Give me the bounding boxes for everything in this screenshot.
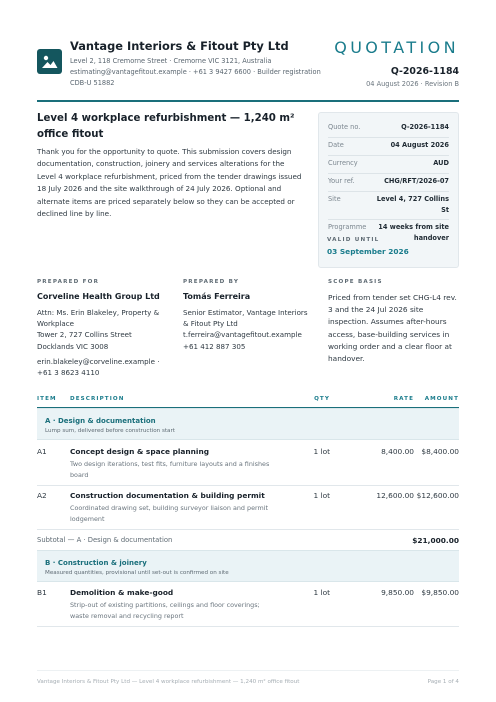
col-header-qty: QTY [314,396,330,402]
summary-row [328,194,449,216]
summary-divider [328,137,449,138]
item-description: Demolition & make-good [70,588,174,597]
col-header-item: ITEM [37,396,57,402]
contact-line: estimating@vantagefitout.example · +61 3 9427 6600 · Builder registration [70,68,321,77]
company-address [70,56,325,90]
estimator-details [183,307,323,352]
summary-value [377,194,449,216]
summary-value: 04 August 2026 [390,141,449,149]
item-description: Concept design & space planning [70,447,209,456]
address-line: Level 2, 118 Cremorne Street · Cremorne VIC 3121, Australia [70,57,272,65]
client-attn: Attn: Ms. Erin Blakeley, Property & [37,308,160,317]
header-divider [37,100,459,102]
estimator-role: Senior Estimator, Vantage Interiors [183,308,308,317]
subtotal-amount: $21,000.00 [412,536,459,545]
page-number: Page 1 of 4 [427,679,459,685]
prepared-for-label: PREPARED FOR [37,279,100,285]
item-amount: $9,850.00 [421,588,459,597]
summary-value-line: handover [413,234,449,242]
item-code: B1 [37,588,47,597]
summary-divider [328,219,449,220]
footer-text: Vantage Interiors & Fitout Pty Ltd — Level 4 workplace refurbishment — 1,240 m² office fitout [37,679,300,685]
item-detail: Strip-out of existing partitions, ceilings and floor coverings; waste removal and recycling report [70,601,260,620]
summary-label: Date [328,141,344,149]
section-title: A · Design & documentation [45,417,156,425]
summary-value: CHG/RFT/2026-07 [384,177,449,185]
summary-value: Q-2026-1184 [401,123,449,131]
summary-label: Site [328,195,341,203]
summary-label: Currency [328,159,358,167]
row-divider [37,529,459,530]
item-rate: 12,600.00 [376,491,414,500]
summary-value: AUD [433,159,449,167]
quote-number: Q-2026-1184 [390,66,459,77]
client-phone: +61 3 8623 4110 [37,368,100,378]
summary-value-line: St [441,206,449,214]
item-qty: 1 lot [313,491,330,500]
company-name: Vantage Interiors & Fitout Pty Ltd [70,39,289,53]
estimator-company: & Fitout Pty Ltd [183,319,238,329]
quote-summary-box [318,112,459,268]
section-header-a [37,408,459,440]
item-rate: 9,850.00 [381,588,414,597]
item-detail: Two design iterations, test fits, furniture layouts and a finishes board [70,460,270,479]
summary-divider [328,173,449,174]
item-code: A1 [37,447,47,456]
subtotal-label: Subtotal — A · Design & documentation [37,536,173,544]
col-header-rate: RATE [393,396,414,402]
item-detail: Coordinated drawing set, building surveyor liaison and permit lodgement [70,504,269,523]
item-description: Construction documentation & building permit [70,491,265,500]
section-header-b [37,550,459,582]
scope-basis-text: Priced from tender set CHG-L4 rev. 3 and the 24 Jul 2026 site inspection. Assumes after-hours access, base-building services in working order and a clear floor at handover. [328,293,457,364]
project-title: Level 4 workplace refurbishment — 1,240 m² office fitout [37,113,295,140]
col-header-description: DESCRIPTION [70,396,125,402]
summary-divider [328,191,449,192]
client-address-2: Docklands VIC 3008 [37,341,109,351]
client-attn-dept: Workplace [37,319,75,329]
summary-label: Quote no. [328,123,361,131]
landscape-icon [37,49,62,74]
item-qty: 1 lot [313,588,330,597]
intro-text: Thank you for the opportunity to quote. This submission covers design documentation, construction, joinery and services alterations for the Level 4 workplace refurbishment, priced from the tender drawings issued 18 July 2026 and the site walkthrough of 24 July 2026. Optional and alternate items are priced separately below so they can be accepted or declined line by line. [37,147,302,219]
summary-label: Your ref. [328,177,355,185]
item-rate: 8,400.00 [381,447,414,456]
col-header-amount: AMOUNT [424,396,459,402]
quote-date-revision: 04 August 2026 · Revision B [366,80,459,88]
estimator-phone: +61 412 887 305 [183,341,246,351]
estimator-email: t.ferreira@vantagefitout.example [183,330,302,340]
section-subtitle: Measured quantities, provisional until set-out is confirmed on site [45,570,229,576]
item-code: A2 [37,491,47,500]
registration-line: CDB-U 51882 [70,79,115,88]
section-subtitle: Lump sum, delivered before construction start [45,428,175,434]
valid-until-label: VALID UNTIL [327,237,380,243]
row-divider [37,485,459,486]
summary-value-line: 14 weeks from site [378,223,449,231]
section-title: B · Construction & joinery [45,559,147,567]
document-type: QUOTATION [334,38,459,57]
item-amount: $12,600.00 [416,491,459,500]
item-qty: 1 lot [313,447,330,456]
client-address-1: Tower 2, 727 Collins Street [37,330,132,340]
client-name: Corveline Health Group Ltd [37,292,160,301]
scope-basis-label: SCOPE BASIS [328,279,383,285]
client-details [37,307,177,378]
footer-divider [37,670,459,671]
estimator-name: Tomás Ferreira [183,292,251,301]
summary-value [378,222,449,244]
summary-value-line: Level 4, 727 Collins [376,195,449,203]
item-amount: $8,400.00 [421,447,459,456]
summary-label: Programme [328,223,367,231]
row-divider [37,626,459,627]
valid-until-date: 03 September 2026 [327,247,409,256]
prepared-by-label: PREPARED BY [183,279,240,285]
client-email: erin.blakeley@corveline.example · [37,356,160,366]
summary-divider [328,155,449,156]
